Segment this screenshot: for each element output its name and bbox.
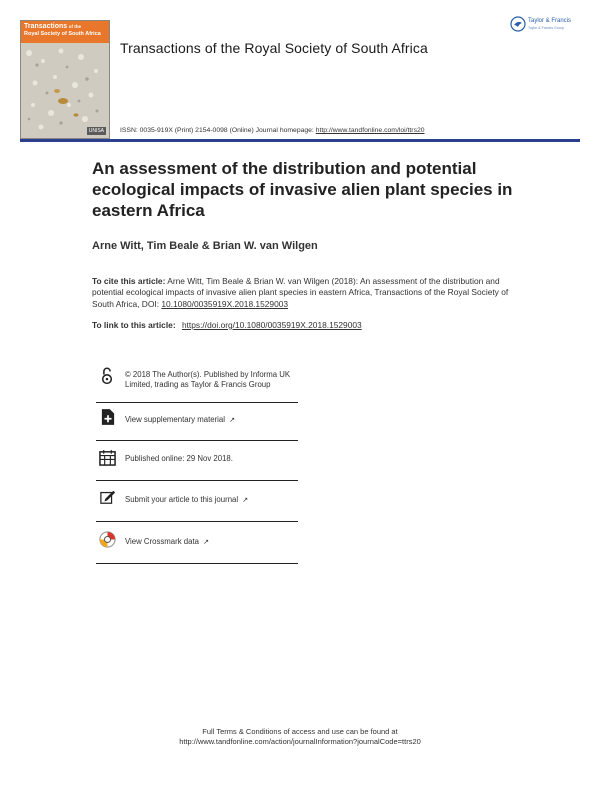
logo-sub: Taylor & Francis Group — [528, 26, 564, 30]
issn-line — [120, 127, 425, 134]
edit-icon — [100, 489, 116, 505]
submit-item[interactable] — [96, 480, 298, 522]
journal-homepage-link[interactable]: http://www.tandfonline.com/loi/ttrs20 — [315, 127, 425, 134]
published-item — [96, 440, 298, 481]
cite-text: Arne Witt, Tim Beale & Brian W. van Wilgen (2018): An assessment of the distribution and potential ecological impacts of invasive alien plant species in eastern Africa, Transactions of the Royal Society of South Africa, DOI: — [92, 276, 509, 309]
open-access-icon — [100, 366, 114, 386]
supplementary-label: View supplementary material — [125, 415, 225, 424]
cite-label: To cite this article: — [92, 276, 166, 286]
taylor-francis-logo[interactable] — [510, 16, 582, 36]
link-to-article — [92, 320, 362, 330]
article-doi-link[interactable]: https://doi.org/10.1080/0035919X.2018.1529003 — [181, 320, 362, 330]
footer-line1: Full Terms & Conditions of access and use can be found at — [202, 727, 398, 736]
supplementary-item[interactable] — [96, 402, 298, 441]
open-access-item — [96, 364, 298, 403]
authors[interactable]: Arne Witt, Tim Beale & Brian W. van Wilgen — [92, 240, 318, 252]
cover-photo — [21, 43, 109, 138]
crossmark-icon — [99, 531, 116, 548]
submit-label: Submit your article to this journal — [125, 495, 239, 504]
journal-title[interactable]: Transactions of the Royal Society of South Africa — [120, 40, 428, 56]
open-access-text: © 2018 The Author(s). Published by Informa UK Limited, trading as Taylor & Francis Group — [125, 370, 291, 389]
taylor-francis-icon — [510, 16, 526, 32]
cover-title-small: of the — [68, 24, 81, 29]
logo-name: Taylor & Francis — [528, 18, 572, 24]
submit-text[interactable] — [125, 495, 248, 506]
crossmark-item[interactable] — [96, 521, 298, 564]
footer-terms-link[interactable]: http://www.tandfonline.com/action/journalInformation?journalCode=ttrs20 — [179, 737, 421, 746]
crossmark-label: View Crossmark data — [125, 537, 199, 546]
cover-title-line2: Royal Society of South Africa — [24, 31, 101, 37]
link-label: To link to this article: — [92, 320, 176, 330]
external-link-icon: ↗ — [242, 497, 249, 504]
cover-title-line1: Transactions — [24, 23, 68, 30]
article-title: An assessment of the distribution and potential ecological impacts of invasive alien plant species in eastern Africa — [92, 159, 513, 220]
journal-cover-image — [20, 20, 110, 139]
external-link-icon: ↗ — [229, 417, 236, 424]
publisher-mark: UNISA — [88, 128, 104, 134]
cover-title — [21, 21, 109, 43]
document-plus-icon — [101, 408, 115, 426]
issn-text: ISSN: 0035-919X (Print) 2154-0098 (Online) Journal homepage: — [120, 127, 314, 134]
citation-block — [92, 276, 532, 310]
cite-doi-link[interactable]: 10.1080/0035919X.2018.1529003 — [161, 298, 289, 309]
calendar-icon — [99, 449, 116, 466]
external-link-icon: ↗ — [203, 539, 209, 546]
supplementary-text[interactable] — [125, 415, 235, 426]
footer — [0, 727, 600, 747]
crossmark-text[interactable] — [125, 537, 209, 548]
published-text: Published online: 29 Nov 2018. — [125, 454, 233, 463]
header-divider — [20, 139, 580, 142]
